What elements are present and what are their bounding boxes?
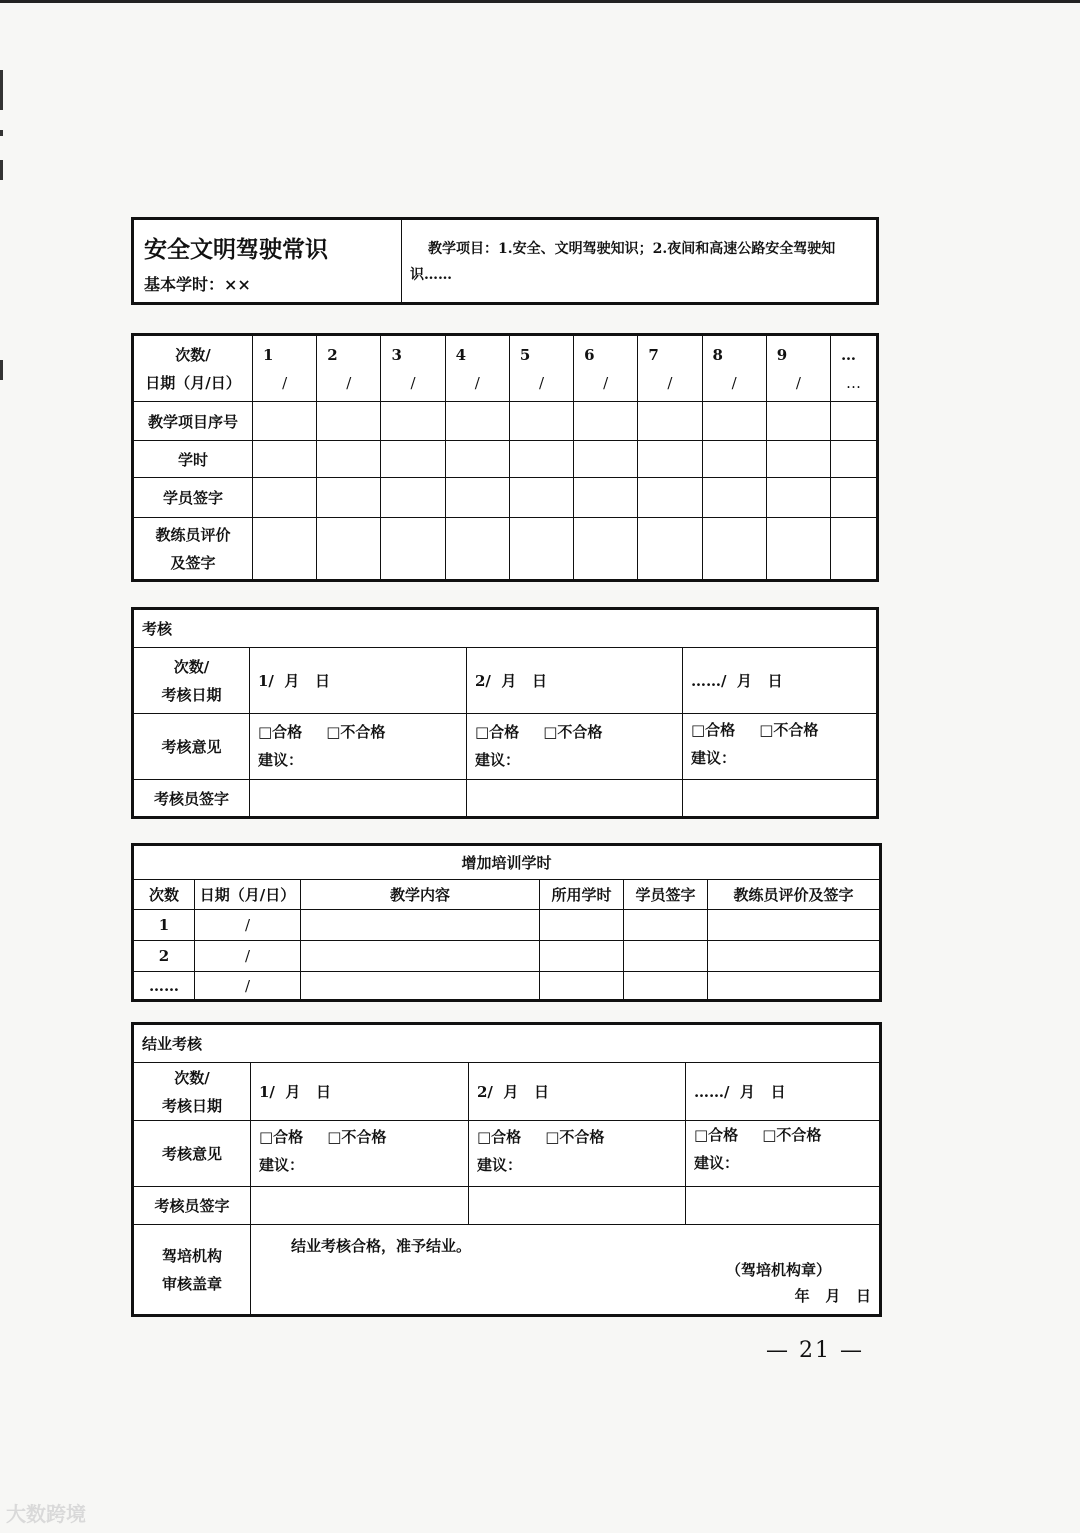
signer-cell[interactable] (251, 1187, 469, 1225)
schedule-col-5: 5 / (509, 336, 573, 402)
schedule-cell[interactable] (509, 441, 573, 478)
extra-row-date[interactable]: / (195, 941, 301, 972)
schedule-col-9: 9 / (766, 336, 830, 402)
extra-row-cell[interactable] (708, 941, 880, 972)
extra-row-date[interactable]: / (195, 972, 301, 1000)
extra-header-student-sign: 学员签字 (624, 880, 708, 910)
assessment-opinion-2 (467, 714, 683, 780)
extra-row-cell[interactable] (708, 910, 880, 941)
table-row (134, 910, 880, 941)
schedule-cell[interactable] (317, 478, 381, 518)
suggestion-label: 建议： (691, 749, 737, 767)
suggestion-label: 建议： (477, 1156, 523, 1174)
extra-header-content: 教学内容 (301, 880, 540, 910)
assessment-opinion-label: 考核意见 (134, 714, 250, 780)
assessment-header-line1: 次数/ (173, 657, 210, 676)
scan-edge-mark (0, 360, 3, 380)
extra-row-cell[interactable] (624, 972, 708, 1000)
schedule-cell[interactable] (445, 518, 509, 580)
schedule-cell[interactable] (702, 518, 766, 580)
suggestion-label: 建议： (259, 1156, 305, 1174)
extra-row-no: 2 (134, 941, 195, 972)
fail-checkbox[interactable]: □不合格 (759, 721, 819, 739)
schedule-cell[interactable] (253, 402, 317, 441)
schedule-col-4: 4 / (445, 336, 509, 402)
fail-checkbox[interactable]: □不合格 (326, 723, 386, 741)
scan-edge-mark (0, 130, 3, 136)
final-opinion-2 (469, 1121, 686, 1187)
extra-row-cell[interactable] (540, 972, 624, 1000)
table-row (134, 941, 880, 972)
scan-edge-mark (0, 70, 3, 110)
extra-header-date: 日期（月/日） (195, 880, 301, 910)
course-hours: 基本学时：×× (144, 275, 251, 294)
pass-checkbox[interactable]: □合格 (477, 1128, 522, 1146)
row-label-hours: 学时 (134, 441, 253, 478)
extra-title: 增加培训学时 (134, 846, 880, 880)
final-header-line2: 考核日期 (161, 1096, 222, 1115)
schedule-cell[interactable] (702, 402, 766, 441)
final-title: 结业考核 (134, 1025, 880, 1063)
assessment-header-line2: 考核日期 (161, 685, 222, 704)
schedule-cell[interactable] (831, 518, 877, 580)
schedule-col-8: 8 / (702, 336, 766, 402)
fail-checkbox[interactable]: □不合格 (545, 1128, 605, 1146)
schedule-cell[interactable] (638, 441, 702, 478)
graduation-result: 结业考核合格，准予结业。 (291, 1237, 472, 1255)
schedule-header-cell (134, 336, 253, 402)
final-opinion-3 (686, 1121, 880, 1187)
final-date-3[interactable]: ……/ 月 日 (686, 1063, 880, 1121)
schedule-cell[interactable] (638, 402, 702, 441)
seal-date: 年 月 日 (794, 1287, 871, 1305)
school-seal-line2: 审核盖章 (161, 1274, 222, 1293)
assessment-signer-label: 考核员签字 (134, 780, 250, 817)
extra-training-table (131, 843, 882, 1002)
schedule-cell[interactable] (702, 478, 766, 518)
schedule-col-1: 1 / (253, 336, 317, 402)
schedule-cell[interactable] (831, 402, 877, 441)
schedule-cell[interactable] (574, 402, 638, 441)
assessment-header-cell (134, 648, 250, 714)
final-date-2[interactable]: 2/ 月 日 (469, 1063, 686, 1121)
extra-row-cell[interactable] (624, 910, 708, 941)
row-label-coach-eval (134, 518, 253, 580)
extra-row-cell[interactable] (624, 941, 708, 972)
suggestion-label: 建议： (258, 751, 304, 769)
schedule-col-6: 6 / (574, 336, 638, 402)
extra-row-no: 1 (134, 910, 195, 941)
extra-row-cell[interactable] (540, 941, 624, 972)
suggestion-label: 建议： (475, 751, 521, 769)
pass-checkbox[interactable]: □合格 (691, 721, 736, 739)
schedule-col-3: 3 / (381, 336, 445, 402)
schedule-cell[interactable] (317, 441, 381, 478)
suggestion-label: 建议： (694, 1154, 740, 1172)
pass-checkbox[interactable]: □合格 (694, 1126, 739, 1144)
extra-header-coach-eval: 教练员评价及签字 (708, 880, 880, 910)
assessment-opinion-3 (683, 714, 877, 780)
schedule-cell[interactable] (381, 518, 445, 580)
schedule-cell[interactable] (574, 478, 638, 518)
schedule-cell[interactable] (766, 518, 830, 580)
course-content-cell (402, 220, 877, 303)
assessment-date-2[interactable]: 2/ 月 日 (467, 648, 683, 714)
schedule-cell[interactable] (381, 441, 445, 478)
schedule-header-line1: 次数/ (175, 345, 211, 364)
scan-edge-mark (0, 160, 3, 180)
course-header (131, 217, 879, 305)
schedule-cell[interactable] (766, 478, 830, 518)
fail-checkbox[interactable]: □不合格 (327, 1128, 387, 1146)
pass-checkbox[interactable]: □合格 (259, 1128, 304, 1146)
fail-checkbox[interactable]: □不合格 (543, 723, 603, 741)
top-rule (0, 0, 1080, 3)
coach-eval-line2: 及签字 (170, 553, 216, 572)
assessment-opinion-1 (250, 714, 467, 780)
extra-header-hours: 所用学时 (540, 880, 624, 910)
schedule-cell[interactable] (445, 441, 509, 478)
fail-checkbox[interactable]: □不合格 (762, 1126, 822, 1144)
schedule-cell[interactable] (509, 518, 573, 580)
schedule-cell[interactable] (445, 402, 509, 441)
assessment-date-1[interactable]: 1/ 月 日 (250, 648, 467, 714)
schedule-col-2: 2 / (317, 336, 381, 402)
extra-header-no: 次数 (134, 880, 195, 910)
pass-checkbox[interactable]: □合格 (475, 723, 520, 741)
schedule-cell[interactable] (702, 441, 766, 478)
course-content-line2: 识…… (410, 267, 452, 283)
final-signer-label: 考核员签字 (134, 1187, 251, 1225)
schedule-cell[interactable] (253, 478, 317, 518)
extra-row-date[interactable]: / (195, 910, 301, 941)
schedule-cell[interactable] (574, 518, 638, 580)
extra-row-cell[interactable] (301, 910, 540, 941)
schedule-header-line2: 日期（月/日） (145, 373, 241, 392)
final-header-cell (134, 1063, 251, 1121)
schedule-cell[interactable] (253, 518, 317, 580)
extra-row-cell[interactable] (708, 972, 880, 1000)
school-seal-text: （驾培机构章） (725, 1261, 831, 1279)
assessment-title: 考核 (134, 610, 877, 648)
page-number: — 21 — (766, 1338, 864, 1363)
assessment-table (131, 607, 879, 819)
final-date-1[interactable]: 1/ 月 日 (251, 1063, 469, 1121)
school-seal-label (134, 1225, 251, 1315)
course-title-cell (134, 220, 402, 303)
signer-cell[interactable] (250, 780, 467, 817)
extra-row-cell[interactable] (301, 941, 540, 972)
schedule-cell[interactable] (509, 478, 573, 518)
final-assessment-table (131, 1022, 882, 1317)
final-opinion-label: 考核意见 (134, 1121, 251, 1187)
course-content-line1: 教学项目：1.安全、文明驾驶知识；2.夜间和高速公路安全驾驶知 (428, 241, 836, 257)
schedule-cell[interactable] (574, 441, 638, 478)
signer-cell[interactable] (469, 1187, 686, 1225)
extra-row-no: …… (134, 972, 195, 1000)
schedule-cell[interactable] (766, 441, 830, 478)
schedule-cell[interactable] (317, 402, 381, 441)
watermark-logo: 大数跨境 (6, 1502, 86, 1526)
schedule-cell[interactable] (831, 478, 877, 518)
coach-eval-line1: 教练员评价 (155, 525, 231, 544)
row-label-project-no: 教学项目序号 (134, 402, 253, 441)
pass-checkbox[interactable]: □合格 (258, 723, 303, 741)
schedule-cell[interactable] (509, 402, 573, 441)
schedule-col-7: 7 / (638, 336, 702, 402)
schedule-col-more: … … (831, 336, 877, 402)
extra-row-cell[interactable] (301, 972, 540, 1000)
signer-cell[interactable] (467, 780, 683, 817)
schedule-cell[interactable] (381, 478, 445, 518)
schedule-cell[interactable] (831, 441, 877, 478)
row-label-student-sign: 学员签字 (134, 478, 253, 518)
schedule-cell[interactable] (638, 518, 702, 580)
school-seal-cell[interactable] (251, 1225, 880, 1315)
final-opinion-1 (251, 1121, 469, 1187)
schedule-cell[interactable] (445, 478, 509, 518)
signer-cell[interactable] (683, 780, 877, 817)
schedule-cell[interactable] (317, 518, 381, 580)
final-header-line1: 次数/ (174, 1068, 210, 1087)
assessment-date-3[interactable]: ……/ 月 日 (683, 648, 877, 714)
extra-row-cell[interactable] (540, 910, 624, 941)
schedule-cell[interactable] (766, 402, 830, 441)
schedule-cell[interactable] (253, 441, 317, 478)
schedule-cell[interactable] (638, 478, 702, 518)
school-seal-line1: 驾培机构 (161, 1246, 222, 1265)
table-row (134, 972, 880, 1000)
schedule-table (131, 333, 879, 582)
schedule-cell[interactable] (381, 402, 445, 441)
signer-cell[interactable] (686, 1187, 880, 1225)
course-title: 安全文明驾驶常识 (144, 236, 328, 263)
